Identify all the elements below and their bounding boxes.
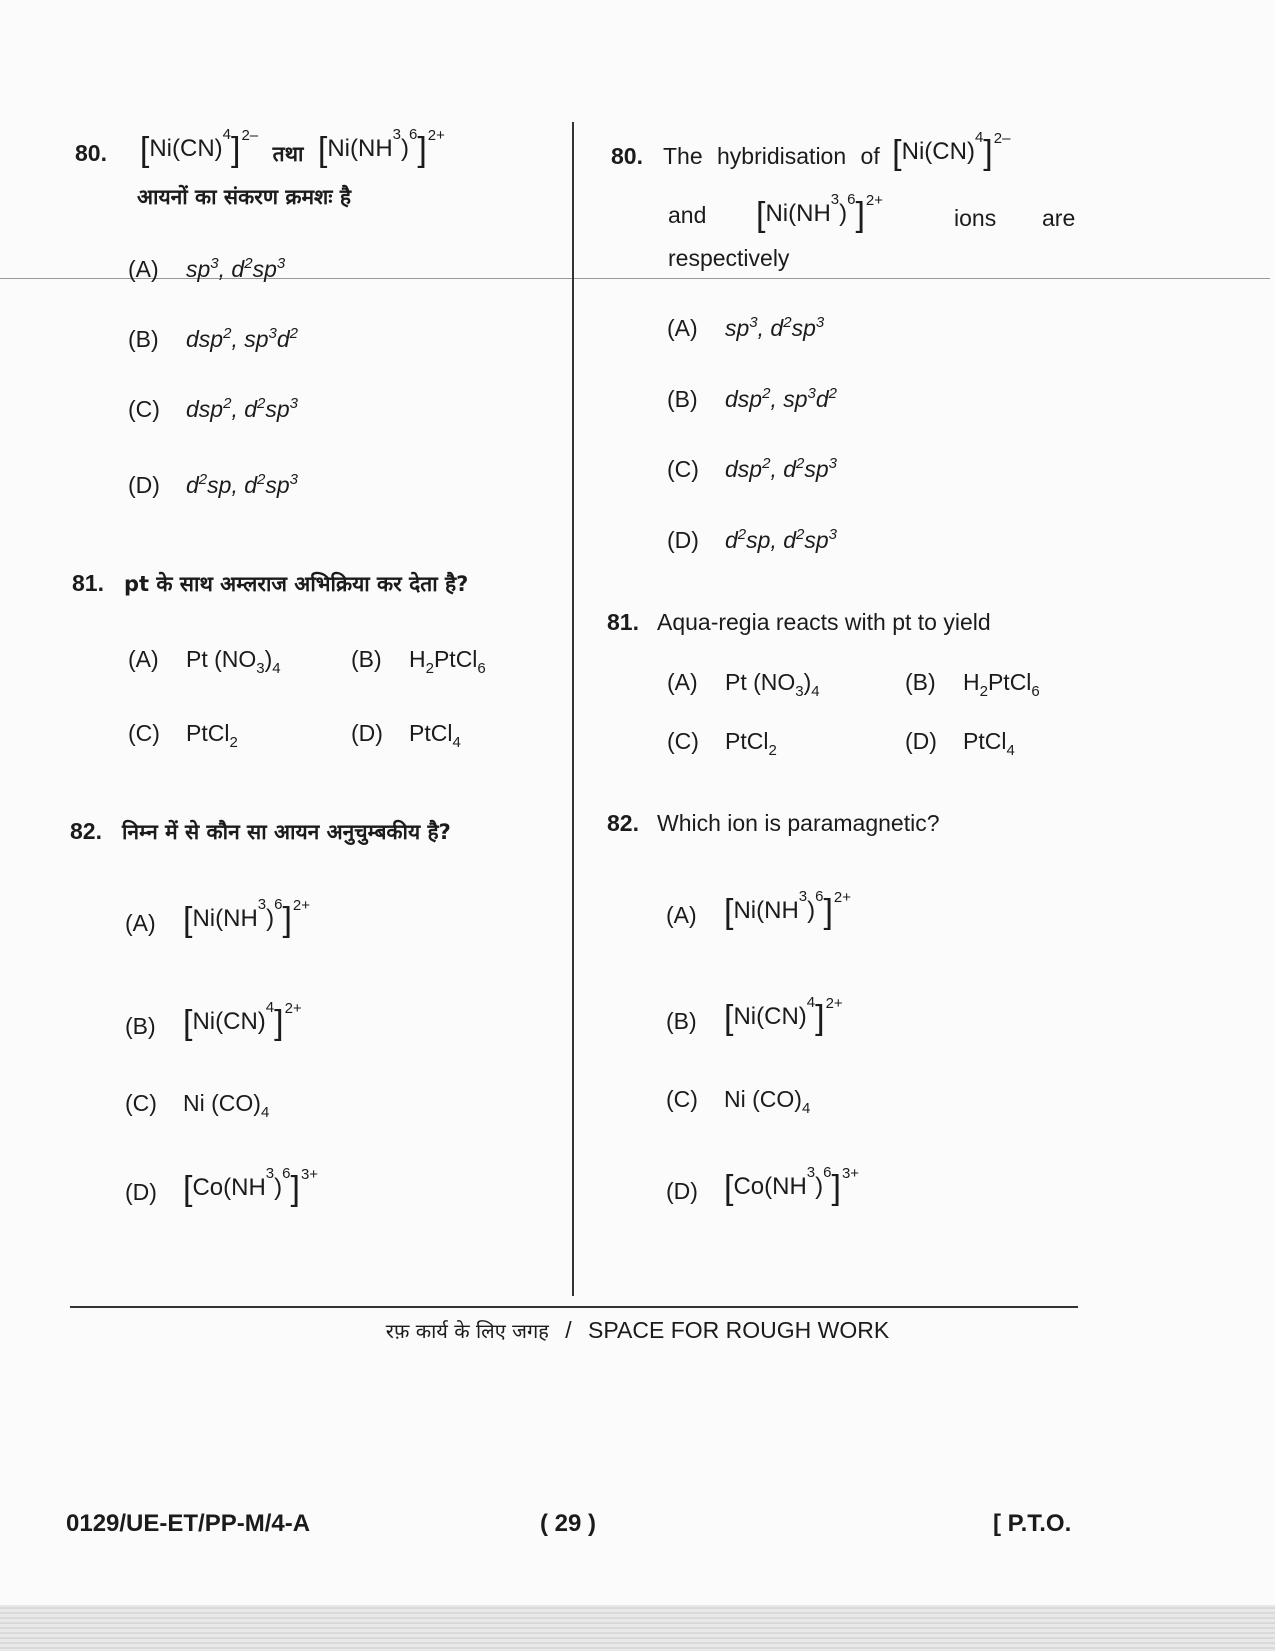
- pto-label: [ P.T.O.: [993, 1510, 1072, 1537]
- right-q80-and: and: [668, 202, 707, 228]
- right-q80-option-d: (D) $d^2sp$, $d^2sp^3$: [667, 526, 837, 553]
- right-q82-option-a: (A) [ Ni(NH 3 ) 6 ] 2+: [666, 888, 852, 931]
- left-q81: 81. pt के साथ अम्लराज अभिक्रिया कर देता है?: [72, 570, 469, 596]
- right-q80: 80. The hybridisation of [ Ni(CN) 4 ] 2–: [611, 129, 1011, 172]
- right-q80-option-a: (A) $sp^3$, $d^2sp^3$: [667, 314, 825, 341]
- right-q80-ion2: [ Ni(NH 3 ) 6 ] 2+: [756, 191, 884, 234]
- left-q80: 80. [ Ni(CN) 4 ] 2– तथा [ Ni(NH 3 ) 6 ] 2+: [75, 126, 445, 169]
- left-q82-option-d: (D) [ Co(NH 3 ) 6 ] 3+: [125, 1165, 319, 1208]
- left-q80-option-b: (B) dsp$^2$, $sp^3d^2$: [128, 325, 298, 352]
- left-q81-option-b: (B) $H_2PtCl_6$: [351, 646, 486, 677]
- left-q82-option-b: (B) [ Ni(CN) 4 ] 2+: [125, 999, 302, 1042]
- left-q81-option-d: (D) PtCl$_4$: [351, 720, 461, 751]
- right-q80-are: are: [1042, 205, 1076, 231]
- right-q81-option-d: (D) PtCl$_4$: [905, 728, 1015, 759]
- right-q80-ions: ions: [954, 205, 997, 231]
- left-q80-line2: आयनों का संकरण क्रमशः है: [137, 185, 352, 209]
- left-q82-option-c: (C) Ni $(CO)_4$: [125, 1090, 270, 1121]
- left-q82-option-a: (A) [ Ni(NH 3 ) 6 ] 2+: [125, 896, 311, 939]
- right-q82-option-c: (C) Ni $(CO)_4$: [666, 1086, 811, 1117]
- right-q80-option-c: (C) dsp$^2$, $d^2sp^3$: [667, 455, 837, 482]
- left-q80-option-d: (D) $d^2sp$, $d^2sp^3$: [128, 471, 298, 498]
- column-divider: [572, 122, 574, 1296]
- right-q80-option-b: (B) dsp$^2$, $sp^3d^2$: [667, 385, 837, 412]
- rough-work-label: रफ़ कार्य के लिए जगह / SPACE FOR ROUGH WORK: [385, 1317, 890, 1343]
- right-q82: 82. Which ion is paramagnetic?: [607, 810, 940, 836]
- scan-bottom-edge: [0, 1605, 1275, 1651]
- page-number: ( 29 ): [540, 1510, 597, 1537]
- ion-ni-nh3-6: [ Ni(NH 3 ) 6 ] 2+: [317, 126, 445, 169]
- right-q81: 81. Aqua-regia reacts with pt to yield: [607, 609, 991, 635]
- right-q81-option-b: (B) $H_2PtCl_6$: [905, 669, 1040, 700]
- right-q81-option-c: (C) PtCl$_2$: [667, 728, 777, 759]
- left-q80-option-c: (C) dsp$^2$, $d^2sp^3$: [128, 395, 298, 422]
- left-q81-option-c: (C) PtCl$_2$: [128, 720, 238, 751]
- left-q82: 82. निम्न में से कौन सा आयन अनुचुम्बकीय है?: [70, 818, 451, 844]
- right-q81-option-a: (A) Pt $(NO_3)_4$: [667, 669, 820, 700]
- left-q81-option-a: (A) Pt $(NO_3)_4$: [128, 646, 281, 677]
- left-q80-option-a: (A) $sp^3$, $d^2sp^3$: [128, 255, 286, 282]
- right-q82-option-d: (D) [ Co(NH 3 ) 6 ] 3+: [666, 1164, 860, 1207]
- ion-ni-cn4: [ Ni(CN) 4 ] 2–: [139, 126, 259, 169]
- right-q80-respectively: respectively: [668, 245, 790, 271]
- rough-work-divider: [70, 1306, 1078, 1308]
- paper-code: 0129/UE-ET/PP-M/4-A: [66, 1510, 311, 1537]
- right-q82-option-b: (B) [ Ni(CN) 4 ] 2+: [666, 994, 843, 1037]
